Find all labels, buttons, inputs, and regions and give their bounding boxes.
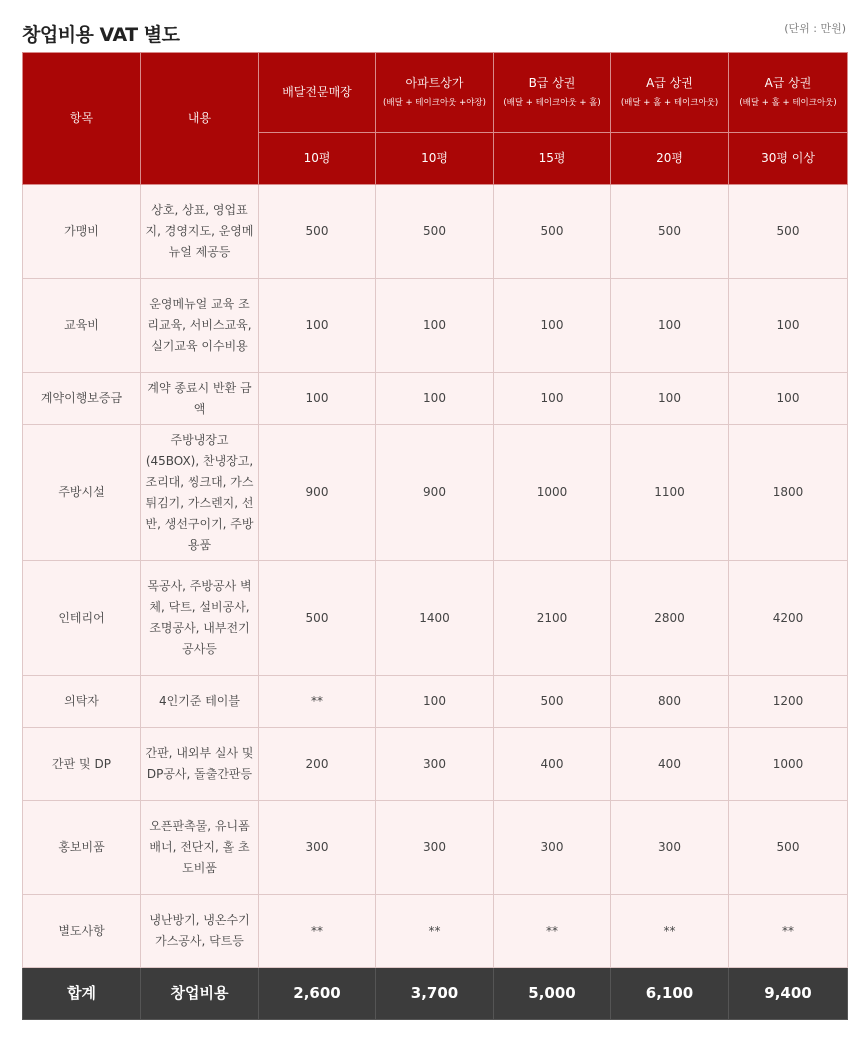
header-size: 20평 [611, 133, 729, 185]
row-value: 1400 [376, 561, 494, 676]
header-type-name: 아파트상가 [405, 76, 464, 90]
row-value: 100 [494, 279, 611, 373]
row-item: 별도사항 [23, 895, 141, 968]
row-item: 간판 및 DP [23, 728, 141, 801]
row-value: 900 [376, 425, 494, 561]
row-value: 100 [494, 373, 611, 425]
row-value: ** [729, 895, 848, 968]
row-value: 100 [259, 373, 376, 425]
total-value: 3,700 [376, 968, 494, 1020]
row-item: 계약이행보증금 [23, 373, 141, 425]
unit-note: (단위 : 만원) [784, 22, 846, 35]
page-title: 창업비용 VAT 별도 [22, 24, 180, 46]
table-row [23, 561, 848, 676]
header-type-sub: (배달 + 테이크아웃 + 홀) [503, 98, 601, 108]
cost-table [22, 52, 848, 1020]
row-content: 계약 종료시 반환 금액 [141, 373, 259, 425]
header-content: 내용 [141, 53, 259, 185]
table-row [23, 801, 848, 895]
header-type [494, 53, 611, 133]
header-size: 10평 [259, 133, 376, 185]
row-value: 100 [376, 676, 494, 728]
header-type-name: B급 상권 [528, 76, 576, 90]
header-item: 항목 [23, 53, 141, 185]
row-item: 주방시설 [23, 425, 141, 561]
total-value: 5,000 [494, 968, 611, 1020]
row-value: 300 [494, 801, 611, 895]
row-value: 100 [729, 279, 848, 373]
row-value: 100 [729, 373, 848, 425]
row-content: 냉난방기, 냉온수기 가스공사, 닥트등 [141, 895, 259, 968]
row-value: 100 [376, 279, 494, 373]
row-value: 500 [259, 561, 376, 676]
row-value: 500 [729, 801, 848, 895]
row-value: 900 [259, 425, 376, 561]
row-content: 운영메뉴얼 교육 조리교육, 서비스교육, 실기교육 이수비용 [141, 279, 259, 373]
header-type [729, 53, 848, 133]
row-content: 4인기준 테이블 [141, 676, 259, 728]
row-value: 500 [729, 185, 848, 279]
total-value: 2,600 [259, 968, 376, 1020]
total-value: 9,400 [729, 968, 848, 1020]
row-item: 가맹비 [23, 185, 141, 279]
row-value: 1800 [729, 425, 848, 561]
row-value: 100 [259, 279, 376, 373]
row-value: 500 [494, 185, 611, 279]
table-row [23, 279, 848, 373]
row-content: 주방냉장고(45BOX), 찬냉장고, 조리대, 씽크대, 가스튀김기, 가스렌지, 선반, 생선구이기, 주방용품 [141, 425, 259, 561]
header-type-sub: (배달 + 홀 + 테이크아웃) [620, 98, 719, 108]
row-content: 상호, 상표, 영업표지, 경영지도, 운영메뉴얼 제공등 [141, 185, 259, 279]
row-value: 500 [494, 676, 611, 728]
row-value: ** [611, 895, 729, 968]
table-header [23, 53, 848, 185]
row-value: 300 [376, 801, 494, 895]
table-row [23, 185, 848, 279]
row-value: 1000 [494, 425, 611, 561]
row-value: 2800 [611, 561, 729, 676]
row-value: 300 [376, 728, 494, 801]
row-value: ** [259, 676, 376, 728]
row-value: 100 [376, 373, 494, 425]
row-value: 200 [259, 728, 376, 801]
total-value: 6,100 [611, 968, 729, 1020]
row-value: 2100 [494, 561, 611, 676]
table-row [23, 728, 848, 801]
header-type [376, 53, 494, 133]
header-size: 15평 [494, 133, 611, 185]
row-value: 100 [611, 279, 729, 373]
table-row [23, 425, 848, 561]
header-type-name: 배달전문매장 [282, 85, 352, 99]
header-type-sub: (배달 + 홀 + 테이크아웃) [739, 98, 837, 108]
header-type-name: A급 상권 [764, 76, 812, 90]
row-value: 300 [611, 801, 729, 895]
table-row [23, 676, 848, 728]
row-content: 오픈판촉물, 유니폼 배너, 전단지, 홀 초도비품 [141, 801, 259, 895]
header-type [611, 53, 729, 133]
row-value: 500 [611, 185, 729, 279]
row-value: 1000 [729, 728, 848, 801]
row-value: 100 [611, 373, 729, 425]
row-value: 500 [376, 185, 494, 279]
row-value: 400 [611, 728, 729, 801]
row-value: ** [259, 895, 376, 968]
row-item: 인테리어 [23, 561, 141, 676]
row-value: 1100 [611, 425, 729, 561]
header-size: 30평 이상 [729, 133, 848, 185]
row-value: 400 [494, 728, 611, 801]
total-row [23, 968, 848, 1020]
table-row [23, 895, 848, 968]
row-value: 500 [259, 185, 376, 279]
row-content: 간판, 내외부 실사 및 DP공사, 돌출간판등 [141, 728, 259, 801]
row-value: 4200 [729, 561, 848, 676]
row-item: 교육비 [23, 279, 141, 373]
row-value: 800 [611, 676, 729, 728]
row-value: ** [494, 895, 611, 968]
table-row [23, 373, 848, 425]
header-type-sub: (배달 + 테이크아웃 +야장) [383, 98, 486, 108]
row-item: 홍보비품 [23, 801, 141, 895]
row-value: 300 [259, 801, 376, 895]
header-type-name: A급 상권 [646, 76, 693, 90]
total-item: 합계 [23, 968, 141, 1020]
header-type [259, 53, 376, 133]
row-value: 1200 [729, 676, 848, 728]
row-value: ** [376, 895, 494, 968]
row-item: 의탁자 [23, 676, 141, 728]
row-content: 목공사, 주방공사 벽체, 닥트, 설비공사, 조명공사, 내부전기공사등 [141, 561, 259, 676]
header-size: 10평 [376, 133, 494, 185]
total-content: 창업비용 [141, 968, 259, 1020]
